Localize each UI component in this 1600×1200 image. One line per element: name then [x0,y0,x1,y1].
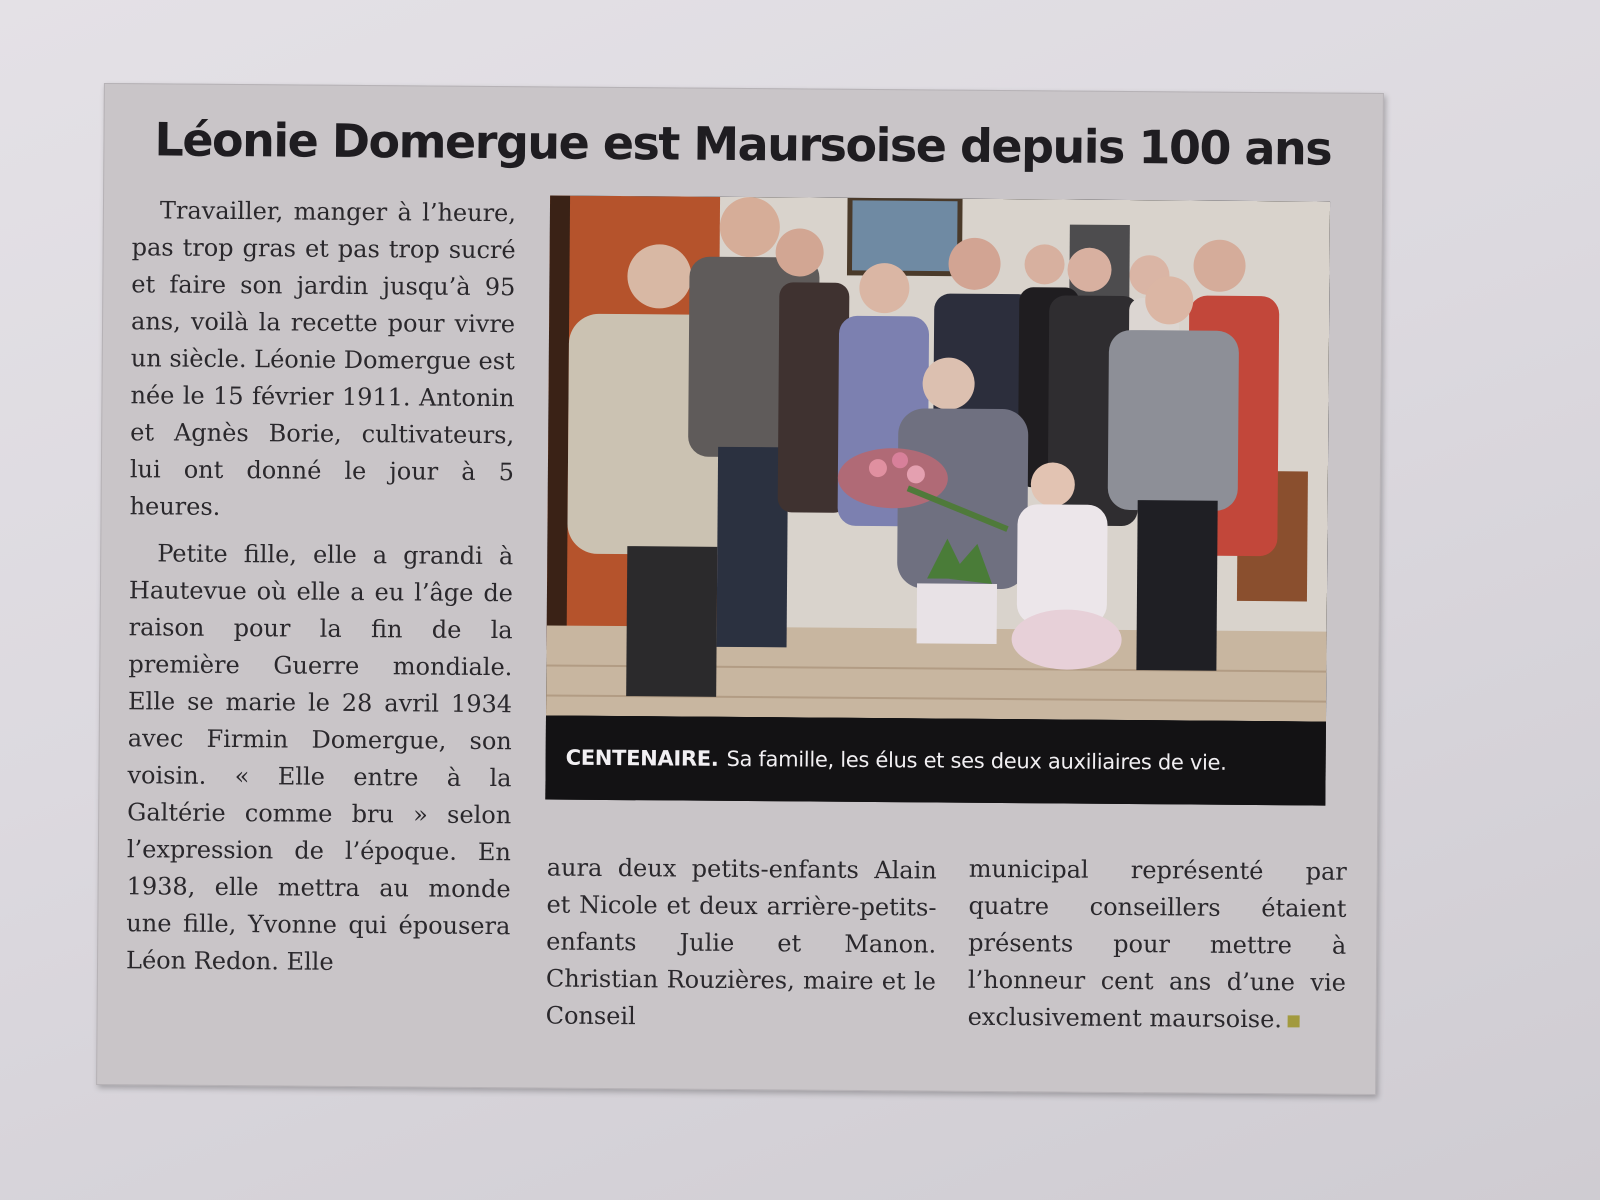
article-headline: Léonie Domergue est Maursoise depuis 100 ans [154,112,1332,176]
caption-text: Sa famille, les élus et ses deux auxiliaires de vie. [726,746,1227,775]
end-of-article-mark [1288,1015,1300,1027]
family-group-photo [546,195,1330,721]
article-column-3 [967,851,1347,1049]
caption-lead: CENTENAIRE. [565,745,719,771]
article-column-1 [126,192,516,992]
photo-caption [545,715,1326,805]
paragraph-closing-text: municipal représenté par quatre conseillers étaient présents pour mettre à l’honneur cent ans d’une vie exclusivement maursoise. [967,854,1347,1034]
article-column-2 [545,849,937,1047]
newspaper-clipping [96,83,1384,1095]
paragraph-biography: Petite fille, elle a grandi à Hautevue où elle a eu l’âge de raison pour la fin de la première Guerre mondiale. Elle se marie le 28 avril 1934 avec Firmin Domergue, son voisin. « Elle entre à la Galtérie comme bru » selon l’expression de l’époque. En 1938, elle mettra au monde une fille, Yvonne qui épousera Léon Redon. Elle [125,539,514,976]
article-photo [545,195,1330,805]
paragraph-grandchildren: aura deux petits-enfants Alain et Nicole et deux arrière-petits-enfants Julie et Manon. Christian Rouzières, maire et le Conseil [545,853,937,1031]
paragraph-intro: Travailler, manger à l’heure, pas trop gras et pas trop sucré et faire son jardin jusqu’à 95 ans, voilà la recette pour vivre un siècle. Léonie Domergue est née le 15 février 1911. Antonin et Agnès Borie, cultivateurs, lui ont donné le jour à 5 heures. [129,196,517,521]
paragraph-closing [967,851,1346,1039]
